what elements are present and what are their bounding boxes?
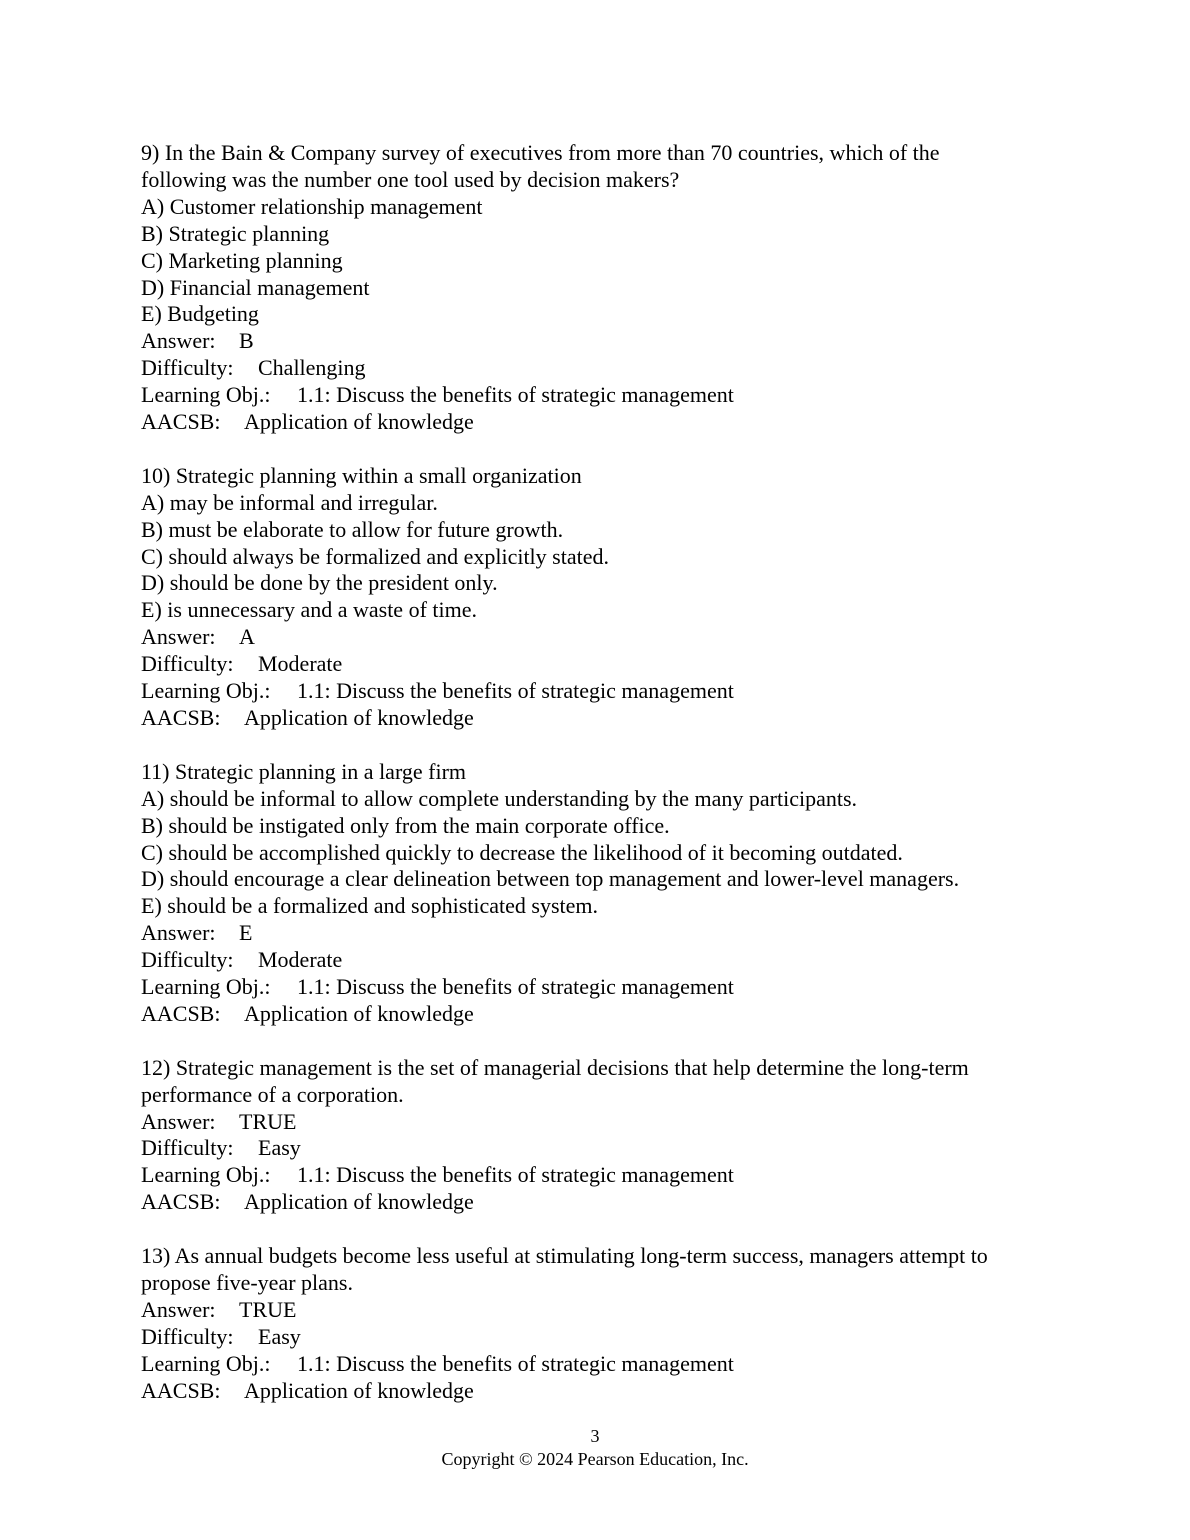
question-13 xyxy=(141,1243,1061,1404)
learning-obj-line xyxy=(141,382,1061,409)
aacsb-label: AACSB: xyxy=(141,1000,221,1026)
difficulty-label: Difficulty: xyxy=(141,651,234,677)
aacsb-value: Application of knowledge xyxy=(244,1000,474,1026)
answer-option: B) should be instigated only from the main corporate office. xyxy=(141,812,670,838)
question-stem-line: 11) Strategic planning in a large firm xyxy=(141,758,467,784)
learning-obj-value: 1.1: Discuss the benefits of strategic management xyxy=(297,1162,734,1188)
answer-label: Answer: xyxy=(141,920,216,946)
difficulty-label: Difficulty: xyxy=(141,1323,234,1349)
answer-option: C) should always be formalized and explicitly stated. xyxy=(141,543,609,569)
answer-value: TRUE xyxy=(239,1296,297,1322)
learning-obj-value: 1.1: Discuss the benefits of strategic management xyxy=(297,974,734,1000)
learning-obj-label: Learning Obj.: xyxy=(141,678,271,704)
question-stem-line: following was the number one tool used by decision makers? xyxy=(141,166,680,192)
answer-option: D) should encourage a clear delineation between top management and lower-level managers. xyxy=(141,866,960,892)
answer-option: E) Budgeting xyxy=(141,301,259,327)
question-stem-line: performance of a corporation. xyxy=(141,1081,404,1107)
aacsb-value: Application of knowledge xyxy=(244,1377,474,1403)
aacsb-label: AACSB: xyxy=(141,705,221,731)
answer-label: Answer: xyxy=(141,328,216,354)
answer-option: E) is unnecessary and a waste of time. xyxy=(141,597,477,623)
answer-value: TRUE xyxy=(239,1108,297,1134)
difficulty-line xyxy=(141,947,1061,974)
learning-obj-value: 1.1: Discuss the benefits of strategic management xyxy=(297,1350,734,1376)
question-11 xyxy=(141,759,1061,1028)
answer-line xyxy=(141,1109,1061,1136)
answer-option: A) Customer relationship management xyxy=(141,193,483,219)
page-footer xyxy=(0,1425,1190,1471)
question-stem-line: propose five-year plans. xyxy=(141,1270,353,1295)
difficulty-value: Challenging xyxy=(258,355,366,381)
answer-line xyxy=(141,624,1061,651)
answer-line xyxy=(141,920,1061,947)
answer-option: A) should be informal to allow complete understanding by the many participants. xyxy=(141,785,858,811)
question-list xyxy=(141,140,1061,1431)
answer-option: A) may be informal and irregular. xyxy=(141,489,438,515)
question-stem-line: 13) As annual budgets become less useful at stimulating long-term success, managers attempt to xyxy=(141,1243,988,1269)
learning-obj-line xyxy=(141,1351,1061,1378)
answer-option: D) should be done by the president only. xyxy=(141,570,498,596)
answer-option: C) should be accomplished quickly to decrease the likelihood of it becoming outdated. xyxy=(141,839,903,865)
question-stem-line: 10) Strategic planning within a small organization xyxy=(141,462,582,488)
difficulty-line xyxy=(141,651,1061,678)
aacsb-label: AACSB: xyxy=(141,1189,221,1215)
difficulty-label: Difficulty: xyxy=(141,1135,234,1161)
answer-line xyxy=(141,1297,1061,1324)
answer-label: Answer: xyxy=(141,624,216,650)
page-number: 3 xyxy=(590,1426,600,1446)
question-12 xyxy=(141,1055,1061,1216)
question-stem-line: 12) Strategic management is the set of managerial decisions that help determine the long-term xyxy=(141,1054,969,1080)
difficulty-value: Easy xyxy=(258,1135,301,1161)
learning-obj-line xyxy=(141,678,1061,705)
learning-obj-label: Learning Obj.: xyxy=(141,974,271,1000)
learning-obj-value: 1.1: Discuss the benefits of strategic management xyxy=(297,678,734,704)
aacsb-line xyxy=(141,409,1061,436)
aacsb-line xyxy=(141,1189,1061,1216)
answer-option: B) Strategic planning xyxy=(141,220,330,246)
answer-value: E xyxy=(239,920,253,946)
learning-obj-line xyxy=(141,1162,1061,1189)
copyright-notice: Copyright © 2024 Pearson Education, Inc. xyxy=(441,1449,749,1469)
difficulty-line xyxy=(141,1135,1061,1162)
answer-option: D) Financial management xyxy=(141,274,370,300)
learning-obj-label: Learning Obj.: xyxy=(141,382,271,408)
learning-obj-line xyxy=(141,974,1061,1001)
aacsb-value: Application of knowledge xyxy=(244,409,474,435)
answer-value: A xyxy=(239,624,255,650)
question-10 xyxy=(141,463,1061,732)
difficulty-line xyxy=(141,1324,1061,1351)
learning-obj-label: Learning Obj.: xyxy=(141,1350,271,1376)
difficulty-value: Easy xyxy=(258,1323,301,1349)
aacsb-line xyxy=(141,705,1061,732)
difficulty-line xyxy=(141,355,1061,382)
answer-label: Answer: xyxy=(141,1108,216,1134)
answer-line xyxy=(141,328,1061,355)
aacsb-value: Application of knowledge xyxy=(244,705,474,731)
answer-option: B) must be elaborate to allow for future growth. xyxy=(141,516,564,542)
answer-option: E) should be a formalized and sophisticated system. xyxy=(141,893,598,919)
answer-label: Answer: xyxy=(141,1296,216,1322)
answer-option: C) Marketing planning xyxy=(141,247,343,273)
aacsb-label: AACSB: xyxy=(141,1377,221,1403)
aacsb-value: Application of knowledge xyxy=(244,1189,474,1215)
question-stem-line: 9) In the Bain & Company survey of executives from more than 70 countries, which of the xyxy=(141,140,940,165)
difficulty-label: Difficulty: xyxy=(141,355,234,381)
difficulty-value: Moderate xyxy=(258,947,343,973)
aacsb-line xyxy=(141,1001,1061,1028)
aacsb-line xyxy=(141,1378,1061,1405)
difficulty-value: Moderate xyxy=(258,651,343,677)
aacsb-label: AACSB: xyxy=(141,409,221,435)
question-9 xyxy=(141,140,1061,436)
learning-obj-value: 1.1: Discuss the benefits of strategic management xyxy=(297,382,734,408)
difficulty-label: Difficulty: xyxy=(141,947,234,973)
answer-value: B xyxy=(239,328,254,354)
learning-obj-label: Learning Obj.: xyxy=(141,1162,271,1188)
